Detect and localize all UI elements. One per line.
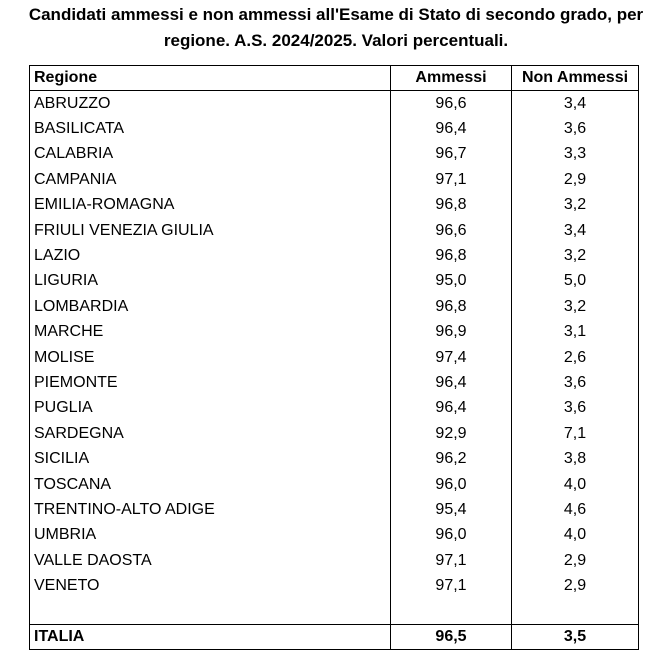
table-body [30,91,639,650]
admitted-cell: 96,8 [391,294,512,319]
region-cell: VALLE DAOSTA [30,548,391,573]
admitted-cell: 96,4 [391,396,512,421]
not-admitted-cell: 4,0 [512,472,639,497]
spacer-cell [30,599,391,625]
table-row [30,243,639,268]
admitted-cell: 97,1 [391,548,512,573]
table-row [30,573,639,598]
region-cell: CAMPANIA [30,167,391,192]
admitted-cell: 96,6 [391,91,512,117]
region-cell: CALABRIA [30,142,391,167]
title-line-2: regione. A.S. 2024/2025. Valori percentuali. [163,31,509,50]
not-admitted-cell: 5,0 [512,269,639,294]
admitted-cell: 96,6 [391,218,512,243]
region-cell: SARDEGNA [30,421,391,446]
table-row [30,548,639,573]
table-row [30,116,639,141]
total-admitted-cell: 96,5 [391,624,512,649]
header-not-admitted: Non Ammessi [512,66,639,91]
region-cell: LIGURIA [30,269,391,294]
table-row [30,167,639,192]
admitted-cell: 96,4 [391,116,512,141]
admitted-cell: 96,2 [391,446,512,471]
admitted-cell: 97,4 [391,345,512,370]
table-row [30,446,639,471]
not-admitted-cell: 2,9 [512,548,639,573]
region-cell: SICILIA [30,446,391,471]
not-admitted-cell: 3,2 [512,193,639,218]
admitted-cell: 96,8 [391,193,512,218]
admitted-cell: 96,9 [391,320,512,345]
header-region: Regione [30,66,391,91]
admitted-cell: 96,0 [391,523,512,548]
spacer-cell [391,599,512,625]
table-row [30,345,639,370]
spacer-cell [512,599,639,625]
header-admitted: Ammessi [391,66,512,91]
not-admitted-cell: 2,9 [512,573,639,598]
region-cell: UMBRIA [30,523,391,548]
not-admitted-cell: 3,1 [512,320,639,345]
title-line-1: Candidati ammessi e non ammessi all'Esame di Stato di secondo grado, per [28,5,644,24]
region-cell: VENETO [30,573,391,598]
not-admitted-cell: 3,6 [512,396,639,421]
table-row [30,91,639,117]
not-admitted-cell: 7,1 [512,421,639,446]
table-row [30,193,639,218]
table-row [30,396,639,421]
table-row [30,497,639,522]
region-cell: ABRUZZO [30,91,391,117]
admission-table [29,65,639,650]
total-region-cell: ITALIA [30,624,391,649]
header-row [30,66,639,91]
admitted-cell: 97,1 [391,573,512,598]
admitted-cell: 96,7 [391,142,512,167]
table-row [30,370,639,395]
admitted-cell: 95,0 [391,269,512,294]
not-admitted-cell: 2,9 [512,167,639,192]
region-cell: EMILIA-ROMAGNA [30,193,391,218]
region-cell: LAZIO [30,243,391,268]
table-title [0,2,672,54]
not-admitted-cell: 3,4 [512,91,639,117]
total-not-admitted-cell: 3,5 [512,624,639,649]
region-cell: PIEMONTE [30,370,391,395]
region-cell: BASILICATA [30,116,391,141]
admitted-cell: 96,8 [391,243,512,268]
region-cell: MARCHE [30,320,391,345]
spacer-row [30,599,639,625]
total-row [30,624,639,649]
not-admitted-cell: 3,6 [512,370,639,395]
not-admitted-cell: 3,2 [512,294,639,319]
not-admitted-cell: 4,0 [512,523,639,548]
not-admitted-cell: 3,3 [512,142,639,167]
admitted-cell: 92,9 [391,421,512,446]
table-row [30,218,639,243]
not-admitted-cell: 3,4 [512,218,639,243]
admitted-cell: 95,4 [391,497,512,522]
table-row [30,294,639,319]
not-admitted-cell: 3,2 [512,243,639,268]
not-admitted-cell: 4,6 [512,497,639,522]
table-row [30,142,639,167]
admitted-cell: 97,1 [391,167,512,192]
not-admitted-cell: 2,6 [512,345,639,370]
table-row [30,523,639,548]
table-row [30,269,639,294]
region-cell: TRENTINO-ALTO ADIGE [30,497,391,522]
region-cell: MOLISE [30,345,391,370]
region-cell: FRIULI VENEZIA GIULIA [30,218,391,243]
table-row [30,320,639,345]
table-row [30,472,639,497]
table-row [30,421,639,446]
not-admitted-cell: 3,8 [512,446,639,471]
admitted-cell: 96,4 [391,370,512,395]
admitted-cell: 96,0 [391,472,512,497]
not-admitted-cell: 3,6 [512,116,639,141]
region-cell: PUGLIA [30,396,391,421]
region-cell: TOSCANA [30,472,391,497]
region-cell: LOMBARDIA [30,294,391,319]
